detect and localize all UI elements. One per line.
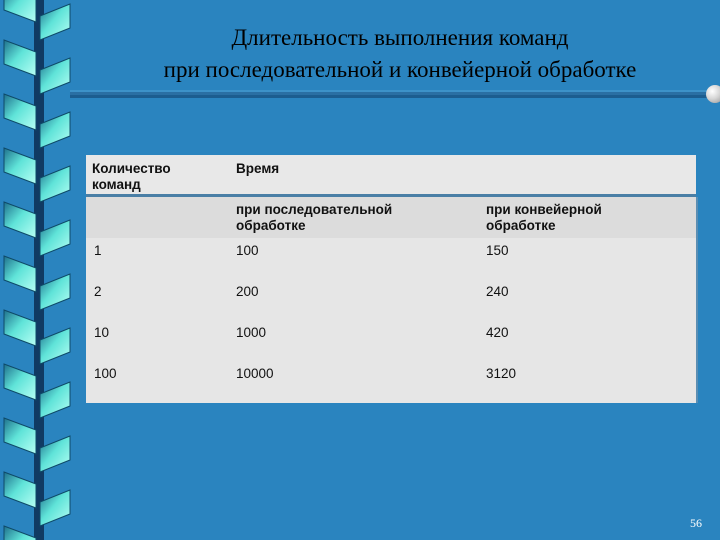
title-divider xyxy=(70,90,712,98)
row-1-count: 1 xyxy=(94,243,102,258)
subheader-sequential: при последовательной обработке xyxy=(236,202,393,233)
row-4-pipeline: 3120 xyxy=(486,366,517,381)
divider-knob xyxy=(706,85,720,103)
slide-title xyxy=(80,22,720,86)
header-command-count: Количество команд xyxy=(92,161,171,192)
header-time: Время xyxy=(236,161,280,176)
timing-table xyxy=(86,155,696,403)
subheader-pipeline: при конвейерной обработке xyxy=(486,202,602,233)
row-3-pipeline: 420 xyxy=(486,325,509,340)
row-4-sequential: 10000 xyxy=(236,366,274,381)
row-3-count: 10 xyxy=(94,325,110,340)
row-1-sequential: 100 xyxy=(236,243,259,258)
row-2-sequential: 200 xyxy=(236,284,259,299)
row-4-count: 100 xyxy=(94,366,117,381)
slide-title-line1: Длительность выполнения команд xyxy=(231,25,569,50)
row-2-count: 2 xyxy=(94,284,102,299)
slide-title-line2: при последовательной и конвейерной обработке xyxy=(163,57,637,82)
decorative-ribbon-border xyxy=(0,0,72,540)
page-number: 56 xyxy=(690,516,702,530)
row-3-sequential: 1000 xyxy=(236,325,267,340)
row-1-pipeline: 150 xyxy=(486,243,509,258)
row-2-pipeline: 240 xyxy=(486,284,509,299)
